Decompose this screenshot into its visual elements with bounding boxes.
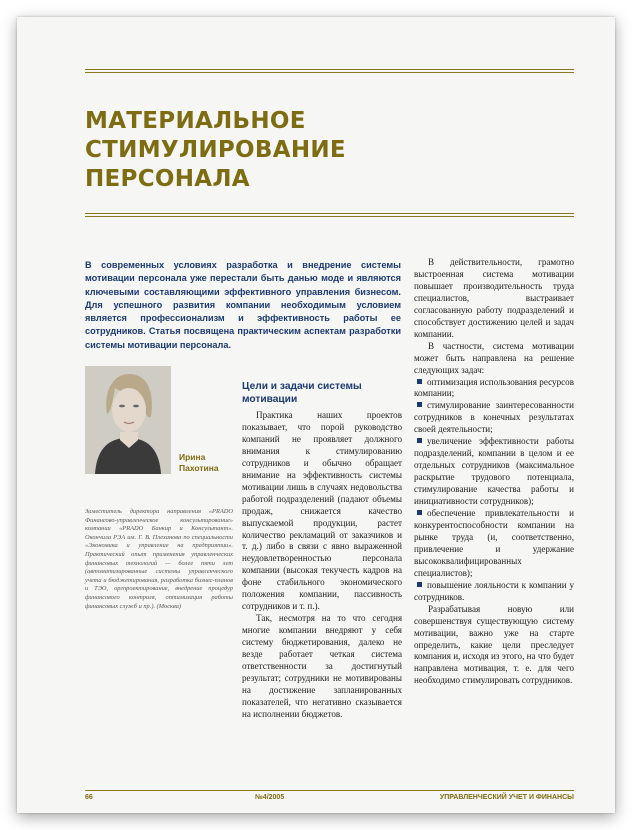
list-item: повышение лояльности к компании у сотрудников. — [414, 579, 574, 602]
paragraph: Практика наших проектов показывает, что порой руководство компаний не проявляет должного внимания к стимулированию сотрудников и обычно обращает внимание на эффективность системы мотивации лишь в случаях недовольства работой подразделений (падают объемы продаж, снижается качество выпускаемой продукции, растет количество рекламаций от заказчиков и т. д.) либо в связи с явно выраженной неудовлетворенностью персонала компании (высокая текучесть кадров на фоне стабильного экономического положения компании, пассивность сотрудников и т. п.). — [242, 410, 402, 612]
title-line-1: МАТЕРИАЛЬНОЕ СТИМУЛИРОВАНИЕ — [85, 108, 346, 163]
paragraph: Так, несмотря на то что сегодня многие компании внедряют у себя систему бюджетирования, далеко не везде работает четкая система ответственности за достигнутый результат; сотрудники не мотивированы на достижение запланированных показателей, что негативно сказывается на исполнении бюджетов. — [242, 613, 402, 719]
column-2 — [242, 410, 402, 721]
author-name — [179, 452, 219, 473]
title-line-2: ПЕРСОНАЛА — [85, 166, 250, 192]
paragraph: Разрабатывая новую или совершенствуя существующую систему мотивации, важно уже на старте определить, какие цели преследует компания и, исходя из этого, на что будет направлена мотивация, т. е. для чего необходимо стимулировать сотрудников. — [414, 603, 574, 686]
footer-rule — [85, 790, 574, 791]
list-item: оптимизация использования ресурсов компании; — [414, 376, 574, 399]
bullet-square-icon — [417, 438, 422, 443]
list-item: стимулирование заинтересованности сотрудников в конечных результатах своей деятельности; — [414, 400, 574, 435]
page-number: 66 — [85, 794, 93, 801]
magazine-page — [17, 17, 615, 813]
top-rule — [85, 69, 574, 73]
bullet-square-icon — [417, 510, 422, 515]
list-item: обеспечение привлекательности и конкурентоспособности компании на рынке труда (и, соответственно, привлечение и удержание высококвалифицированных специалистов); — [414, 508, 574, 578]
author-photo — [85, 366, 171, 474]
author-bio: Заместитель директора направления «PRADO Финансово-управленческое консультирование» компании «PRADO Банкир и Консультант». Окончила РЭА им. Г. В. Плеханова по специальности «Экономика и управление на предприятии». Практический опыт применения управленческих финансовых технологий — более пяти лет (автоматизированные системы управленческого учета и бюджетирования, разработка бизнес-планов и ТЭО, оргпроектирование, внедрение процедур финансового контроля, оптимизация работы финансовых служб и пр.). (Москва) — [85, 508, 233, 610]
author-last-name: Пахотина — [179, 462, 219, 473]
title-bottom-rule — [85, 213, 574, 217]
author-first-name: Ирина — [179, 452, 206, 462]
bullet-square-icon — [417, 379, 422, 384]
bullet-square-icon — [417, 402, 422, 407]
lead-paragraph: В современных условиях разработка и внедрение системы мотивации персонала уже перестали быть данью моде и являются ключевыми составляющими эффективного управления бизнесом. Для успешного развития компании необходимым условием является профессионализм и эффективность работы ее сотрудников. Статья посвящена практическим аспектам разработки системы мотивации персонала. — [85, 260, 401, 350]
section-heading: Цели и задачи системы мотивации — [242, 381, 362, 405]
bullet-square-icon — [417, 582, 422, 587]
paragraph: В частности, система мотивации может быть направлена на решение следующих задач: — [414, 340, 574, 375]
article-title — [85, 107, 574, 194]
issue-number: №4/2005 — [255, 794, 285, 801]
column-3 — [414, 257, 574, 687]
journal-name: УПРАВЛЕНЧЕСКИЙ УЧЕТ И ФИНАНСЫ — [439, 794, 574, 801]
paragraph: В действительности, грамотно выстроенная система мотивации повышает производительность труда специалистов, выстраивает согласованную работу подразделений и способствует достижению целей и задач компании. — [414, 257, 574, 339]
list-item: увеличение эффективности работы подразделений, компании в целом и ее отдельных сотрудников (максимальное раскрытие трудового потенциала, стимулирование качества работы и инициативности сотрудников); — [414, 436, 574, 507]
task-list — [414, 377, 574, 604]
